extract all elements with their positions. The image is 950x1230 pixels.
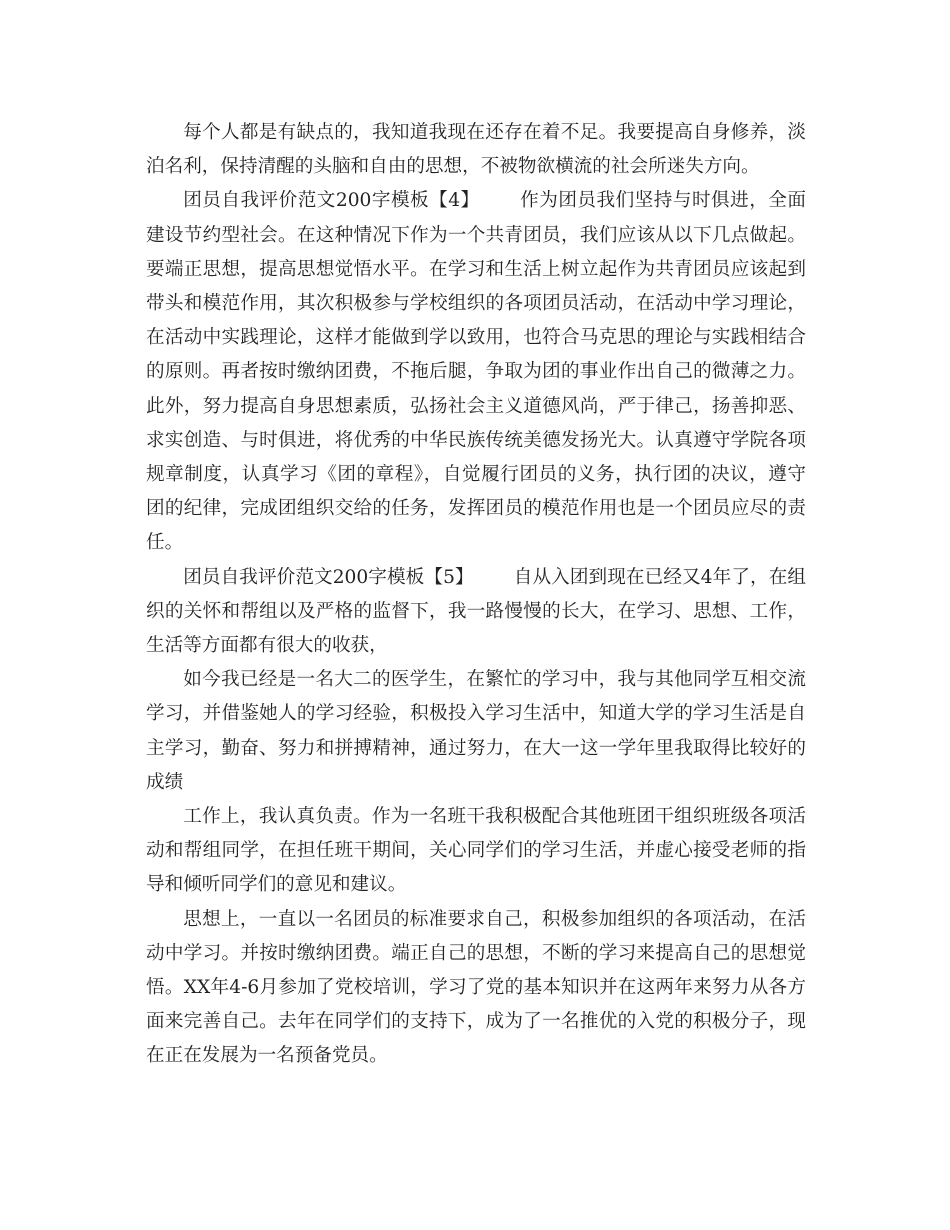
paragraph-5 <box>146 800 806 903</box>
paragraph-1 <box>146 116 806 184</box>
paragraph-4 <box>146 663 806 800</box>
paragraph-6-text: 思想上，一直以一名团员的标准要求自己，积极参加组织的各项活动，在活动中学习。并按时缴纳团费。端正自己的思想，不断的学习来提高自己的思想觉悟。XX年4-6月参加了党校培训，学习了党的基本知识并在这两年来努力从各方面来完善自己。去年在同学们的支持下，成为了一名推优的入党的积极分子，现在正在发展为一名预备党员。 <box>146 908 806 1067</box>
document-page <box>146 116 806 1074</box>
section-heading-4: 团员自我评价范文200字模板【4】 <box>183 190 480 212</box>
paragraph-2 <box>146 184 806 560</box>
paragraph-1-text: 每个人都是有缺点的，我知道我现在还存在着不足。我要提高自身修养，淡泊名利，保持清醒的头脑和自由的思想，不被物欲横流的社会所迷失方向。 <box>146 122 806 178</box>
paragraph-4-text: 如今我已经是一名大二的医学生，在繁忙的学习中，我与其他同学互相交流学习，并借鉴她人的学习经验，积极投入学习生活中，知道大学的学习生活是自主学习，勤奋、努力和拼搏精神，通过努力，在大一这一学年里我取得比较好的成绩 <box>146 669 806 793</box>
paragraph-5-text: 工作上，我认真负责。作为一名班干我积极配合其他班团干组织班级各项活动和帮组同学，在担任班干期间，关心同学们的学习生活，并虚心接受老师的指导和倾听同学们的意见和建议。 <box>146 806 806 896</box>
paragraph-6 <box>146 903 806 1074</box>
paragraph-3-text: 自从入团到现在已经又4年了，在组织的关怀和帮组以及严格的监督下，我一路慢慢的长大，在学习、思想、工作，生活等方面都有很大的收获， <box>146 566 806 657</box>
paragraph-3 <box>146 561 806 664</box>
section-heading-5: 团员自我评价范文200字模板【5】 <box>183 566 474 588</box>
paragraph-2-text: 作为团员我们坚持与时俱进，全面建设节约型社会。在这种情况下作为一个共青团员，我们应该从以下几点做起。要端正思想，提高思想觉悟水平。在学习和生活上树立起作为共青团员应该起到带头和模范作用，其次积极参与学校组织的各项团员活动，在活动中学习理论，在活动中实践理论，这样才能做到学以致用，也符合马克思的理论与实践相结合的原则。再者按时缴纳团费，不拖后腿，争取为团的事业作出自己的微薄之力。此外，努力提高自身思想素质，弘扬社会主义道德风尚，严于律己，扬善抑恶、求实创造、与时俱进，将优秀的中华民族传统美德发扬光大。认真遵守学院各项规章制度，认真学习《团的章程》，自觉履行团员的义务，执行团的决议，遵守团的纪律，完成团组织交给的任务，发挥团员的模范作用也是一个团员应尽的责任。 <box>146 190 806 554</box>
